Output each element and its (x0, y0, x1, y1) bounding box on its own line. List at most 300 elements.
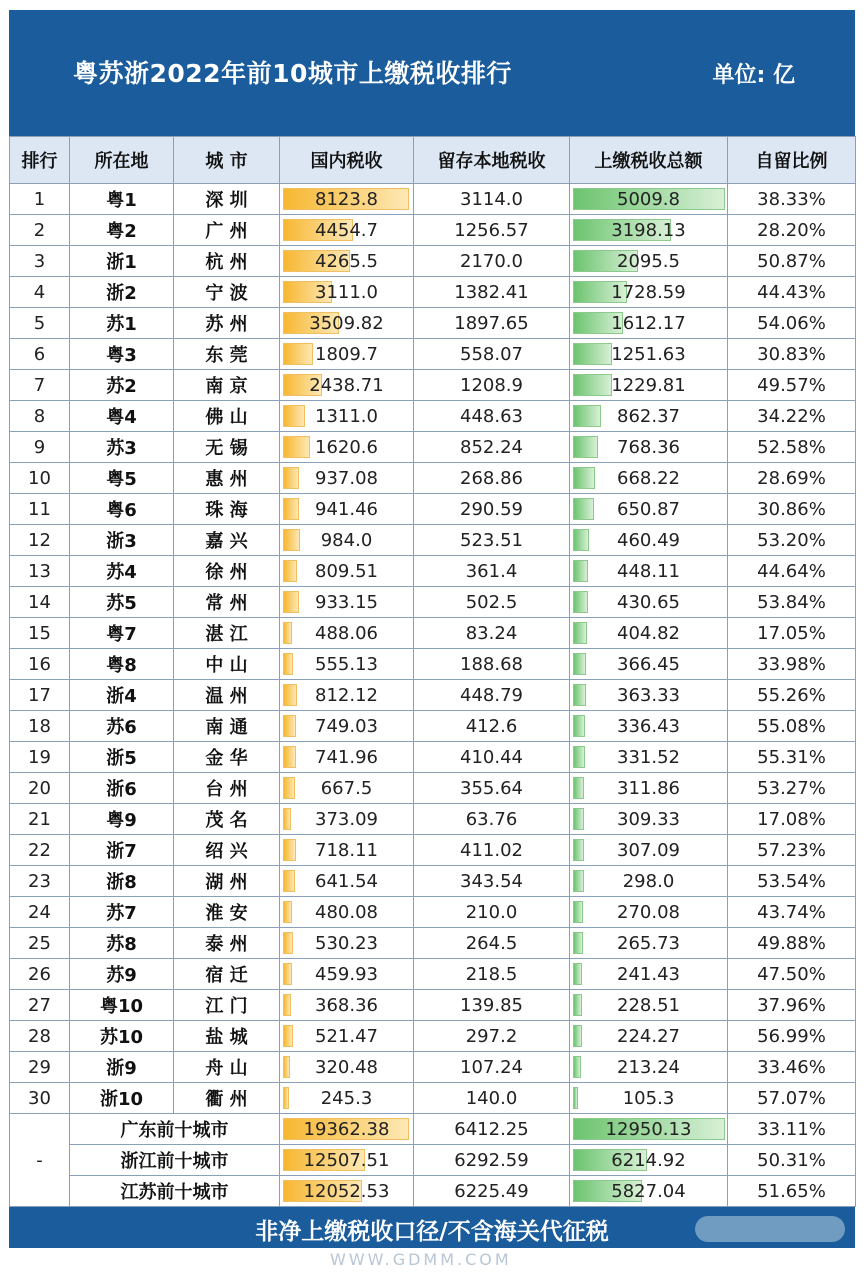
orange-data-bar (283, 777, 295, 799)
domestic-tax-cell-value: 8123.8 (315, 188, 378, 210)
ratio-cell: 28.20% (728, 215, 856, 246)
table-row (10, 556, 856, 587)
ratio-cell: 57.23% (728, 835, 856, 866)
remitted-tax-cell-value: 1612.17 (611, 312, 686, 334)
ratio-cell: 49.57% (728, 370, 856, 401)
retained-tax-cell: 355.64 (414, 773, 570, 804)
region-cell: 浙4 (70, 680, 174, 711)
domestic-tax-cell-value: 741.96 (315, 746, 378, 768)
table-row (10, 184, 856, 215)
remitted-tax-cell-value: 430.65 (617, 591, 680, 613)
region-cell: 浙2 (70, 277, 174, 308)
table-row (10, 1052, 856, 1083)
city-cell: 杭 州 (174, 246, 280, 277)
domestic-tax-cell (280, 835, 414, 866)
ratio-cell: 53.54% (728, 866, 856, 897)
region-cell: 粤10 (70, 990, 174, 1021)
remitted-tax-cell (570, 587, 728, 618)
summary-row (10, 1114, 856, 1145)
green-data-bar (573, 529, 589, 551)
ratio-cell: 47.50% (728, 959, 856, 990)
ratio-cell: 44.64% (728, 556, 856, 587)
orange-data-bar (283, 932, 293, 954)
remitted-tax-cell (570, 990, 728, 1021)
domestic-tax-cell-value: 320.48 (315, 1056, 378, 1078)
domestic-tax-cell (280, 649, 414, 680)
city-cell: 淮 安 (174, 897, 280, 928)
region-cell: 苏3 (70, 432, 174, 463)
remitted-tax-cell-value: 1251.63 (611, 343, 686, 365)
table-row (10, 711, 856, 742)
rank-cell: 10 (10, 463, 70, 494)
green-data-bar (573, 932, 583, 954)
table-row (10, 990, 856, 1021)
region-cell: 苏8 (70, 928, 174, 959)
green-data-bar (573, 808, 584, 830)
retained-tax-cell: 411.02 (414, 835, 570, 866)
summary-domestic-cell (280, 1145, 414, 1176)
domestic-tax-cell (280, 308, 414, 339)
retained-tax-cell: 83.24 (414, 618, 570, 649)
retained-tax-cell: 218.5 (414, 959, 570, 990)
remitted-tax-cell-value: 5009.8 (617, 188, 680, 210)
ratio-cell: 17.05% (728, 618, 856, 649)
region-cell: 浙8 (70, 866, 174, 897)
ratio-cell: 33.98% (728, 649, 856, 680)
domestic-tax-cell-value: 530.23 (315, 932, 378, 954)
table-row (10, 215, 856, 246)
summary-remitted-cell (570, 1145, 728, 1176)
region-cell: 苏6 (70, 711, 174, 742)
green-data-bar (573, 560, 588, 582)
region-cell: 粤1 (70, 184, 174, 215)
city-cell: 嘉 兴 (174, 525, 280, 556)
orange-data-bar (283, 498, 299, 520)
table-row (10, 959, 856, 990)
rank-cell: 7 (10, 370, 70, 401)
domestic-tax-cell (280, 742, 414, 773)
orange-data-bar (283, 839, 296, 861)
orange-data-bar (283, 560, 297, 582)
remitted-tax-cell-value: 331.52 (617, 746, 680, 768)
domestic-tax-cell (280, 463, 414, 494)
domestic-tax-cell (280, 680, 414, 711)
footer-note: 非净上缴税收口径/不含海关代征税 (255, 1219, 609, 1245)
rank-cell: 28 (10, 1021, 70, 1052)
region-cell: 浙5 (70, 742, 174, 773)
city-cell: 中 山 (174, 649, 280, 680)
remitted-tax-cell (570, 711, 728, 742)
remitted-tax-cell-value: 2095.5 (617, 250, 680, 272)
remitted-tax-cell (570, 277, 728, 308)
remitted-tax-cell (570, 897, 728, 928)
green-data-bar (573, 963, 582, 985)
retained-tax-cell: 502.5 (414, 587, 570, 618)
ratio-cell: 54.06% (728, 308, 856, 339)
domestic-tax-cell-value: 667.5 (320, 777, 373, 799)
ratio-cell: 55.26% (728, 680, 856, 711)
retained-tax-cell: 1208.9 (414, 370, 570, 401)
domestic-tax-cell-value: 941.46 (315, 498, 378, 520)
retained-tax-cell: 290.59 (414, 494, 570, 525)
remitted-tax-cell-value: 862.37 (617, 405, 680, 427)
green-data-bar (573, 1087, 578, 1109)
orange-data-bar (283, 622, 292, 644)
city-cell: 南 京 (174, 370, 280, 401)
ratio-cell: 37.96% (728, 990, 856, 1021)
region-cell: 苏10 (70, 1021, 174, 1052)
city-cell: 衢 州 (174, 1083, 280, 1114)
rank-cell: 22 (10, 835, 70, 866)
domestic-tax-cell-value: 718.11 (315, 839, 378, 861)
ratio-cell: 30.86% (728, 494, 856, 525)
orange-data-bar (283, 870, 295, 892)
remitted-tax-cell-value: 224.27 (617, 1025, 680, 1047)
summary-retained-cell: 6412.25 (414, 1114, 570, 1145)
remitted-tax-cell-value: 270.08 (617, 901, 680, 923)
green-data-bar (573, 901, 583, 923)
region-cell: 粤6 (70, 494, 174, 525)
remitted-tax-cell-value: 228.51 (617, 994, 680, 1016)
domestic-tax-cell (280, 370, 414, 401)
remitted-tax-cell (570, 339, 728, 370)
summary-remitted-cell-value: 5827.04 (611, 1180, 686, 1202)
remitted-tax-cell (570, 649, 728, 680)
domestic-tax-cell (280, 587, 414, 618)
redaction-blob (695, 1216, 845, 1242)
city-cell: 东 莞 (174, 339, 280, 370)
table-row (10, 1021, 856, 1052)
rank-cell: 14 (10, 587, 70, 618)
ratio-cell: 43.74% (728, 897, 856, 928)
footer-bar (9, 1206, 855, 1248)
remitted-tax-cell (570, 928, 728, 959)
table-row (10, 649, 856, 680)
domestic-tax-cell-value: 245.3 (320, 1087, 373, 1109)
city-cell: 珠 海 (174, 494, 280, 525)
table-row (10, 308, 856, 339)
domestic-tax-cell-value: 555.13 (315, 653, 378, 675)
summary-remitted-cell (570, 1114, 728, 1145)
table-frame (9, 10, 855, 1248)
region-cell: 粤8 (70, 649, 174, 680)
ratio-cell: 17.08% (728, 804, 856, 835)
rank-cell: 1 (10, 184, 70, 215)
green-data-bar (573, 1056, 581, 1078)
retained-tax-cell: 523.51 (414, 525, 570, 556)
retained-tax-cell: 268.86 (414, 463, 570, 494)
orange-data-bar (283, 994, 291, 1016)
region-cell: 苏5 (70, 587, 174, 618)
ratio-cell: 28.69% (728, 463, 856, 494)
retained-tax-cell: 1256.57 (414, 215, 570, 246)
table-row (10, 587, 856, 618)
remitted-tax-cell-value: 404.82 (617, 622, 680, 644)
table-row (10, 277, 856, 308)
remitted-tax-cell (570, 1083, 728, 1114)
retained-tax-cell: 448.79 (414, 680, 570, 711)
rank-cell: 25 (10, 928, 70, 959)
ratio-cell: 53.20% (728, 525, 856, 556)
rank-cell: 4 (10, 277, 70, 308)
table-row (10, 494, 856, 525)
ratio-cell: 56.99% (728, 1021, 856, 1052)
green-data-bar (573, 839, 584, 861)
watermark: WWW.GDMM.COM (330, 1250, 512, 1269)
domestic-tax-cell (280, 897, 414, 928)
domestic-tax-cell-value: 809.51 (315, 560, 378, 582)
col-header-remitted-tax: 上缴税收总额 (570, 137, 728, 184)
orange-data-bar (283, 1056, 290, 1078)
orange-data-bar (283, 715, 296, 737)
table-row (10, 618, 856, 649)
city-cell: 宁 波 (174, 277, 280, 308)
ratio-cell: 53.84% (728, 587, 856, 618)
ratio-cell: 30.83% (728, 339, 856, 370)
header (9, 10, 855, 126)
domestic-tax-cell (280, 866, 414, 897)
remitted-tax-cell-value: 363.33 (617, 684, 680, 706)
domestic-tax-cell (280, 494, 414, 525)
col-header-rank: 排行 (10, 137, 70, 184)
remitted-tax-cell-value: 366.45 (617, 653, 680, 675)
remitted-tax-cell (570, 1021, 728, 1052)
city-cell: 江 门 (174, 990, 280, 1021)
remitted-tax-cell (570, 835, 728, 866)
remitted-tax-cell-value: 241.43 (617, 963, 680, 985)
remitted-tax-cell (570, 804, 728, 835)
table-row (10, 246, 856, 277)
rank-cell: 21 (10, 804, 70, 835)
col-header-domestic-tax: 国内税收 (280, 137, 414, 184)
remitted-tax-cell (570, 773, 728, 804)
summary-row (10, 1145, 856, 1176)
orange-data-bar (283, 901, 292, 923)
domestic-tax-cell (280, 1021, 414, 1052)
remitted-tax-cell (570, 432, 728, 463)
domestic-tax-cell-value: 521.47 (315, 1025, 378, 1047)
green-data-bar (573, 746, 585, 768)
summary-domestic-cell (280, 1114, 414, 1145)
region-cell: 粤5 (70, 463, 174, 494)
remitted-tax-cell (570, 246, 728, 277)
rank-cell: 2 (10, 215, 70, 246)
ratio-cell: 50.87% (728, 246, 856, 277)
ratio-cell: 38.33% (728, 184, 856, 215)
domestic-tax-cell-value: 4265.5 (315, 250, 378, 272)
domestic-tax-cell (280, 928, 414, 959)
domestic-tax-cell-value: 1620.6 (315, 436, 378, 458)
summary-ratio-cell: 50.31% (728, 1145, 856, 1176)
city-cell: 湖 州 (174, 866, 280, 897)
green-data-bar (573, 622, 587, 644)
retained-tax-cell: 1382.41 (414, 277, 570, 308)
domestic-tax-cell-value: 368.36 (315, 994, 378, 1016)
summary-remitted-cell (570, 1176, 728, 1207)
domestic-tax-cell (280, 556, 414, 587)
summary-domestic-cell-value: 19362.38 (303, 1118, 390, 1140)
orange-data-bar (283, 808, 291, 830)
rank-cell: 26 (10, 959, 70, 990)
domestic-tax-cell-value: 937.08 (315, 467, 378, 489)
rank-cell: 13 (10, 556, 70, 587)
city-cell: 常 州 (174, 587, 280, 618)
col-header-region: 所在地 (70, 137, 174, 184)
table-row (10, 525, 856, 556)
retained-tax-cell: 188.68 (414, 649, 570, 680)
retained-tax-cell: 107.24 (414, 1052, 570, 1083)
summary-domestic-cell-value: 12052.53 (303, 1180, 390, 1202)
remitted-tax-cell (570, 525, 728, 556)
domestic-tax-cell-value: 2438.71 (309, 374, 384, 396)
retained-tax-cell: 1897.65 (414, 308, 570, 339)
rank-cell: 9 (10, 432, 70, 463)
col-header-city: 城 市 (174, 137, 280, 184)
tax-ranking-table (9, 136, 856, 1207)
retained-tax-cell: 210.0 (414, 897, 570, 928)
ratio-cell: 49.88% (728, 928, 856, 959)
region-cell: 苏2 (70, 370, 174, 401)
remitted-tax-cell (570, 742, 728, 773)
orange-data-bar (283, 684, 297, 706)
ratio-cell: 44.43% (728, 277, 856, 308)
ratio-cell: 34.22% (728, 401, 856, 432)
region-cell: 粤9 (70, 804, 174, 835)
remitted-tax-cell (570, 401, 728, 432)
col-header-retained-tax: 留存本地税收 (414, 137, 570, 184)
domestic-tax-cell-value: 1809.7 (315, 343, 378, 365)
remitted-tax-cell (570, 959, 728, 990)
retained-tax-cell: 343.54 (414, 866, 570, 897)
region-cell: 粤4 (70, 401, 174, 432)
table-row (10, 866, 856, 897)
col-header-retention-ratio: 自留比例 (728, 137, 856, 184)
retained-tax-cell: 63.76 (414, 804, 570, 835)
domestic-tax-cell (280, 246, 414, 277)
domestic-tax-cell (280, 773, 414, 804)
retained-tax-cell: 361.4 (414, 556, 570, 587)
region-cell: 浙7 (70, 835, 174, 866)
page-title: 粤苏浙2022年前10城市上缴税收排行 (73, 59, 512, 88)
remitted-tax-cell-value: 668.22 (617, 467, 680, 489)
domestic-tax-cell (280, 1052, 414, 1083)
green-data-bar (573, 715, 585, 737)
domestic-tax-cell-value: 3111.0 (315, 281, 378, 303)
domestic-tax-cell (280, 339, 414, 370)
domestic-tax-cell (280, 184, 414, 215)
rank-cell: 11 (10, 494, 70, 525)
domestic-tax-cell (280, 277, 414, 308)
orange-data-bar (283, 467, 299, 489)
ratio-cell: 33.46% (728, 1052, 856, 1083)
city-cell: 宿 迁 (174, 959, 280, 990)
retained-tax-cell: 852.24 (414, 432, 570, 463)
green-data-bar (573, 994, 582, 1016)
table-row (10, 401, 856, 432)
table-row (10, 370, 856, 401)
green-data-bar (573, 374, 612, 396)
ratio-cell: 53.27% (728, 773, 856, 804)
domestic-tax-cell-value: 480.08 (315, 901, 378, 923)
domestic-tax-cell-value: 933.15 (315, 591, 378, 613)
orange-data-bar (283, 1087, 289, 1109)
city-cell: 茂 名 (174, 804, 280, 835)
city-cell: 温 州 (174, 680, 280, 711)
rank-cell: 5 (10, 308, 70, 339)
table-row (10, 339, 856, 370)
remitted-tax-cell (570, 494, 728, 525)
domestic-tax-cell (280, 959, 414, 990)
orange-data-bar (283, 591, 299, 613)
orange-data-bar (283, 343, 313, 365)
rank-cell: 16 (10, 649, 70, 680)
remitted-tax-cell-value: 768.36 (617, 436, 680, 458)
rank-cell: 27 (10, 990, 70, 1021)
remitted-tax-cell (570, 370, 728, 401)
summary-retained-cell: 6292.59 (414, 1145, 570, 1176)
domestic-tax-cell-value: 641.54 (315, 870, 378, 892)
city-cell: 苏 州 (174, 308, 280, 339)
retained-tax-cell: 410.44 (414, 742, 570, 773)
rank-cell: 24 (10, 897, 70, 928)
domestic-tax-cell-value: 3509.82 (309, 312, 384, 334)
green-data-bar (573, 436, 598, 458)
domestic-tax-cell (280, 990, 414, 1021)
rank-cell: 19 (10, 742, 70, 773)
city-cell: 湛 江 (174, 618, 280, 649)
domestic-tax-cell (280, 711, 414, 742)
summary-remitted-cell-value: 12950.13 (605, 1118, 692, 1140)
remitted-tax-cell-value: 650.87 (617, 498, 680, 520)
region-cell: 粤2 (70, 215, 174, 246)
retained-tax-cell: 448.63 (414, 401, 570, 432)
rank-cell: 18 (10, 711, 70, 742)
orange-data-bar (283, 436, 310, 458)
region-cell: 浙6 (70, 773, 174, 804)
remitted-tax-cell-value: 311.86 (617, 777, 680, 799)
orange-data-bar (283, 529, 300, 551)
remitted-tax-cell (570, 215, 728, 246)
table-body (10, 184, 856, 1207)
table-row (10, 680, 856, 711)
ratio-cell: 55.08% (728, 711, 856, 742)
remitted-tax-cell-value: 265.73 (617, 932, 680, 954)
remitted-tax-cell-value: 3198.13 (611, 219, 686, 241)
rank-cell: 6 (10, 339, 70, 370)
table-row (10, 928, 856, 959)
unit-label: 单位: 亿 (712, 63, 795, 88)
orange-data-bar (283, 405, 305, 427)
region-cell: 苏4 (70, 556, 174, 587)
rank-cell: 3 (10, 246, 70, 277)
city-cell: 佛 山 (174, 401, 280, 432)
region-cell: 粤3 (70, 339, 174, 370)
domestic-tax-cell-value: 749.03 (315, 715, 378, 737)
summary-retained-cell: 6225.49 (414, 1176, 570, 1207)
remitted-tax-cell (570, 866, 728, 897)
summary-label-cell: 浙江前十城市 (70, 1145, 280, 1176)
rank-cell: 20 (10, 773, 70, 804)
domestic-tax-cell (280, 432, 414, 463)
region-cell: 浙3 (70, 525, 174, 556)
green-data-bar (573, 591, 588, 613)
remitted-tax-cell-value: 213.24 (617, 1056, 680, 1078)
green-data-bar (573, 653, 586, 675)
remitted-tax-cell-value: 309.33 (617, 808, 680, 830)
domestic-tax-cell (280, 215, 414, 246)
domestic-tax-cell-value: 373.09 (315, 808, 378, 830)
rank-cell: 17 (10, 680, 70, 711)
